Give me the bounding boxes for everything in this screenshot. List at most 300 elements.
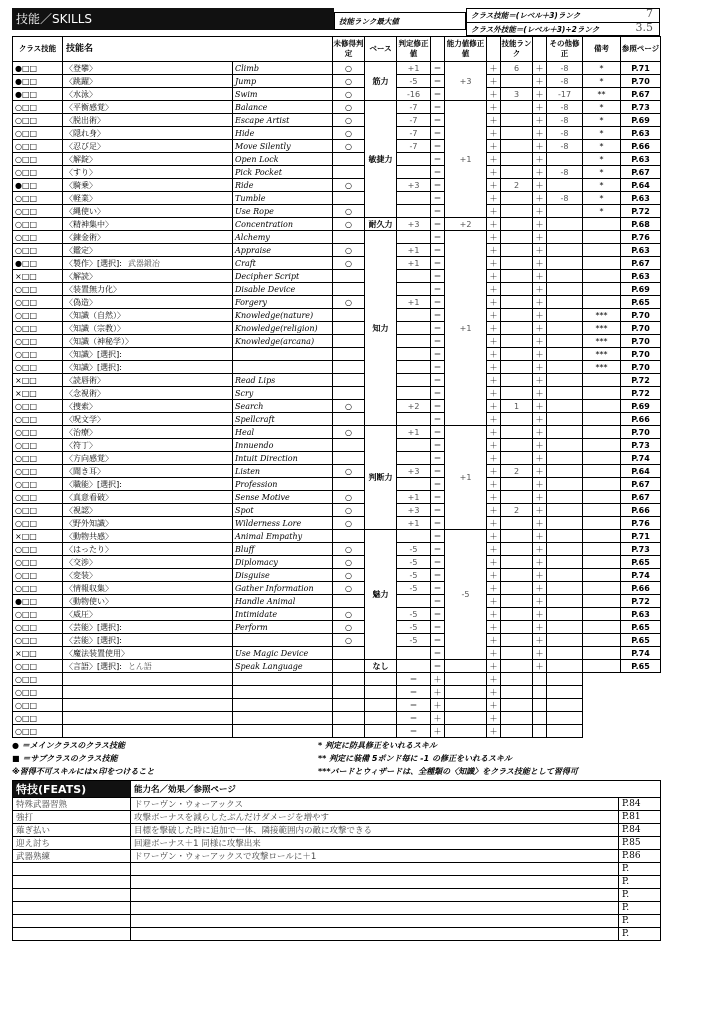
class-mark[interactable]: ○ <box>15 128 22 138</box>
class-mark[interactable]: ○ <box>15 466 22 476</box>
misc-modifier[interactable]: -8 <box>547 127 583 140</box>
extra-checkbox[interactable]: □ <box>29 297 38 307</box>
misc-modifier[interactable] <box>501 725 533 738</box>
subclass-checkbox[interactable]: □ <box>21 648 30 658</box>
feat-effect[interactable]: 目標を撃破した時に追加で一体、隣接範囲内の敵に攻撃できる <box>131 824 619 837</box>
misc-modifier[interactable]: -8 <box>547 114 583 127</box>
misc-modifier[interactable] <box>547 218 583 231</box>
class-checkboxes[interactable] <box>13 673 63 686</box>
skill-rank[interactable] <box>501 205 533 218</box>
extra-checkbox[interactable]: □ <box>29 596 38 606</box>
class-mark[interactable]: ○ <box>15 583 22 593</box>
feat-page[interactable]: P.84 <box>619 824 661 837</box>
feat-name[interactable]: 迎え討ち <box>13 837 131 850</box>
extra-checkbox[interactable]: □ <box>29 271 37 281</box>
skill-rank[interactable] <box>501 582 533 595</box>
skill-rank[interactable]: 2 <box>501 465 533 478</box>
subclass-checkbox[interactable]: □ <box>21 219 30 229</box>
misc-modifier[interactable]: -8 <box>547 101 583 114</box>
misc-modifier[interactable] <box>501 686 533 699</box>
feat-page[interactable]: P.86 <box>619 850 661 863</box>
class-checkboxes[interactable] <box>13 335 63 348</box>
subclass-checkbox[interactable]: □ <box>21 206 30 216</box>
feat-page[interactable]: P. <box>619 902 661 915</box>
feat-effect[interactable]: 回避ボーナス＋1 同様に攻撃出来 <box>131 837 619 850</box>
check-modifier[interactable] <box>397 660 431 673</box>
extra-checkbox[interactable]: □ <box>29 219 38 229</box>
extra-checkbox[interactable]: □ <box>29 232 38 242</box>
class-mark[interactable]: ○ <box>15 622 22 632</box>
class-mark[interactable]: ○ <box>15 505 22 515</box>
check-modifier[interactable] <box>397 413 431 426</box>
check-modifier[interactable]: +1 <box>397 244 431 257</box>
check-modifier[interactable]: -5 <box>397 75 431 88</box>
misc-modifier[interactable] <box>547 621 583 634</box>
feat-effect[interactable] <box>131 889 619 902</box>
misc-modifier[interactable] <box>547 413 583 426</box>
feat-page[interactable]: P.85 <box>619 837 661 850</box>
ability-modifier[interactable]: +2 <box>445 218 487 231</box>
check-modifier[interactable] <box>397 387 431 400</box>
class-mark[interactable]: ○ <box>15 427 22 437</box>
misc-modifier[interactable] <box>501 712 533 725</box>
extra-checkbox[interactable]: □ <box>29 245 38 255</box>
check-modifier[interactable] <box>365 725 397 738</box>
check-modifier[interactable]: -5 <box>397 608 431 621</box>
subclass-checkbox[interactable]: □ <box>21 102 30 112</box>
skill-rank[interactable] <box>501 244 533 257</box>
class-mark[interactable]: ○ <box>15 297 22 307</box>
ability-modifier[interactable]: +3 <box>445 62 487 101</box>
subclass-checkbox[interactable]: □ <box>21 115 30 125</box>
check-modifier[interactable] <box>397 361 431 374</box>
misc-modifier[interactable] <box>547 348 583 361</box>
skill-rank[interactable] <box>501 543 533 556</box>
class-checkboxes[interactable] <box>13 179 63 192</box>
skill-rank[interactable] <box>445 725 487 738</box>
skill-rank[interactable] <box>501 361 533 374</box>
class-mark[interactable]: ○ <box>15 453 22 463</box>
subclass-checkbox[interactable]: □ <box>21 518 30 528</box>
subclass-checkbox[interactable]: □ <box>21 609 30 619</box>
class-mark[interactable]: ● <box>15 89 22 99</box>
misc-modifier[interactable] <box>547 426 583 439</box>
skill-rank[interactable] <box>501 426 533 439</box>
misc-modifier[interactable] <box>547 179 583 192</box>
class-mark[interactable]: ○ <box>15 193 22 203</box>
cross-max-value[interactable]: 3.5 <box>635 21 653 34</box>
misc-modifier[interactable]: -8 <box>547 75 583 88</box>
ability-modifier[interactable]: +1 <box>445 101 487 218</box>
extra-checkbox[interactable]: □ <box>29 700 38 710</box>
class-checkboxes[interactable] <box>13 595 63 608</box>
class-checkboxes[interactable] <box>13 205 63 218</box>
subclass-checkbox[interactable]: □ <box>21 193 30 203</box>
check-modifier[interactable]: +1 <box>397 491 431 504</box>
check-modifier[interactable] <box>397 348 431 361</box>
skill-rank[interactable] <box>445 699 487 712</box>
skill-rank[interactable] <box>501 491 533 504</box>
class-mark[interactable]: ○ <box>15 557 22 567</box>
subclass-checkbox[interactable]: □ <box>21 349 30 359</box>
skill-rank[interactable] <box>501 140 533 153</box>
check-modifier[interactable]: -5 <box>397 556 431 569</box>
subclass-checkbox[interactable]: □ <box>21 570 30 580</box>
class-mark[interactable]: ○ <box>15 232 22 242</box>
class-checkboxes[interactable] <box>13 231 63 244</box>
check-modifier[interactable]: +3 <box>397 465 431 478</box>
misc-modifier[interactable] <box>501 673 533 686</box>
extra-checkbox[interactable]: □ <box>29 544 38 554</box>
subclass-checkbox[interactable]: □ <box>21 76 30 86</box>
misc-modifier[interactable] <box>547 504 583 517</box>
feat-name[interactable] <box>13 889 131 902</box>
class-checkboxes[interactable] <box>13 387 63 400</box>
feat-name[interactable] <box>13 902 131 915</box>
subclass-checkbox[interactable]: □ <box>21 128 30 138</box>
feat-effect[interactable]: ドワーヴン・ウォーアックスで攻撃ロールに＋1 <box>131 850 619 863</box>
check-modifier[interactable] <box>397 478 431 491</box>
class-mark[interactable]: ● <box>15 180 22 190</box>
extra-checkbox[interactable]: □ <box>29 427 38 437</box>
class-checkboxes[interactable] <box>13 543 63 556</box>
skill-rank[interactable] <box>501 296 533 309</box>
misc-modifier[interactable] <box>547 270 583 283</box>
misc-modifier[interactable]: -8 <box>547 166 583 179</box>
skill-rank[interactable] <box>501 647 533 660</box>
skill-spec-input[interactable]: とん語 <box>127 661 152 671</box>
class-mark[interactable]: ○ <box>15 674 22 684</box>
skill-rank[interactable] <box>501 335 533 348</box>
extra-checkbox[interactable]: □ <box>29 362 38 372</box>
skill-rank[interactable]: 6 <box>501 62 533 75</box>
class-mark[interactable]: ○ <box>15 362 22 372</box>
extra-checkbox[interactable]: □ <box>29 63 38 73</box>
subclass-checkbox[interactable]: □ <box>21 310 30 320</box>
check-modifier[interactable]: +1 <box>397 517 431 530</box>
class-mark[interactable]: × <box>15 388 22 398</box>
feat-page[interactable]: P. <box>619 863 661 876</box>
feat-name[interactable] <box>13 863 131 876</box>
class-checkboxes[interactable] <box>13 634 63 647</box>
misc-modifier[interactable] <box>547 491 583 504</box>
extra-checkbox[interactable]: □ <box>29 713 38 723</box>
subclass-checkbox[interactable]: □ <box>21 466 30 476</box>
misc-modifier[interactable] <box>547 517 583 530</box>
class-mark[interactable]: ○ <box>15 245 22 255</box>
class-mark[interactable]: ○ <box>15 284 22 294</box>
class-mark[interactable]: ○ <box>15 609 22 619</box>
feat-name[interactable]: 強打 <box>13 811 131 824</box>
extra-checkbox[interactable]: □ <box>29 193 38 203</box>
extra-checkbox[interactable]: □ <box>29 622 38 632</box>
class-checkboxes[interactable] <box>13 361 63 374</box>
skill-rank[interactable] <box>501 166 533 179</box>
feat-effect[interactable] <box>131 863 619 876</box>
misc-modifier[interactable] <box>547 660 583 673</box>
skill-spec-input[interactable]: 武器鍛冶 <box>127 258 160 268</box>
subclass-checkbox[interactable]: □ <box>21 674 30 684</box>
check-modifier[interactable] <box>397 270 431 283</box>
subclass-checkbox[interactable]: □ <box>21 401 30 411</box>
check-modifier[interactable] <box>365 673 397 686</box>
class-checkboxes[interactable] <box>13 257 63 270</box>
feat-name[interactable] <box>13 928 131 941</box>
feat-effect[interactable]: 攻撃ボーナスを減らしたぶんだけダメージを増やす <box>131 811 619 824</box>
subclass-checkbox[interactable]: □ <box>21 492 30 502</box>
skill-rank[interactable] <box>501 517 533 530</box>
class-mark[interactable]: ○ <box>15 687 22 697</box>
class-checkboxes[interactable] <box>13 465 63 478</box>
class-checkboxes[interactable] <box>13 478 63 491</box>
subclass-checkbox[interactable]: □ <box>21 258 30 268</box>
skill-rank[interactable] <box>501 621 533 634</box>
skill-rank[interactable]: 3 <box>501 88 533 101</box>
subclass-checkbox[interactable]: □ <box>21 245 30 255</box>
feat-page[interactable]: P.81 <box>619 811 661 824</box>
class-checkboxes[interactable] <box>13 244 63 257</box>
class-checkboxes[interactable] <box>13 62 63 75</box>
extra-checkbox[interactable]: □ <box>29 284 38 294</box>
class-checkboxes[interactable] <box>13 283 63 296</box>
subclass-checkbox[interactable]: □ <box>21 635 30 645</box>
feat-name[interactable] <box>13 876 131 889</box>
extra-checkbox[interactable]: □ <box>29 635 38 645</box>
feat-name[interactable]: 武器熟練 <box>13 850 131 863</box>
skill-rank[interactable] <box>501 569 533 582</box>
class-checkboxes[interactable] <box>13 166 63 179</box>
class-mark[interactable]: ○ <box>15 713 22 723</box>
subclass-checkbox[interactable]: □ <box>21 232 30 242</box>
class-checkboxes[interactable] <box>13 127 63 140</box>
skill-rank[interactable] <box>501 192 533 205</box>
check-modifier[interactable]: -5 <box>397 543 431 556</box>
class-checkboxes[interactable] <box>13 348 63 361</box>
misc-modifier[interactable] <box>547 231 583 244</box>
check-modifier[interactable] <box>365 712 397 725</box>
check-modifier[interactable] <box>397 595 431 608</box>
subclass-checkbox[interactable]: □ <box>21 531 30 541</box>
check-modifier[interactable] <box>397 231 431 244</box>
ability-modifier[interactable]: -5 <box>445 530 487 660</box>
check-modifier[interactable]: -16 <box>397 88 431 101</box>
class-checkboxes[interactable] <box>13 88 63 101</box>
class-checkboxes[interactable] <box>13 270 63 283</box>
extra-checkbox[interactable]: □ <box>29 440 38 450</box>
class-checkboxes[interactable] <box>13 296 63 309</box>
class-mark[interactable]: ○ <box>15 349 22 359</box>
misc-modifier[interactable] <box>547 283 583 296</box>
skill-rank[interactable] <box>501 452 533 465</box>
subclass-checkbox[interactable]: □ <box>21 362 30 372</box>
skill-rank[interactable] <box>501 634 533 647</box>
class-mark[interactable]: ○ <box>15 479 22 489</box>
class-checkboxes[interactable] <box>13 569 63 582</box>
skill-rank[interactable] <box>501 322 533 335</box>
misc-modifier[interactable]: -8 <box>547 192 583 205</box>
misc-modifier[interactable] <box>547 543 583 556</box>
extra-checkbox[interactable]: □ <box>29 115 38 125</box>
extra-checkbox[interactable]: □ <box>29 89 38 99</box>
skill-rank[interactable] <box>501 309 533 322</box>
class-checkboxes[interactable] <box>13 582 63 595</box>
check-modifier[interactable]: -5 <box>397 634 431 647</box>
class-checkboxes[interactable] <box>13 75 63 88</box>
misc-modifier[interactable] <box>547 335 583 348</box>
subclass-checkbox[interactable]: □ <box>21 479 30 489</box>
misc-modifier[interactable] <box>547 478 583 491</box>
class-mark[interactable]: ○ <box>15 440 22 450</box>
subclass-checkbox[interactable]: □ <box>21 557 30 567</box>
skill-rank[interactable]: 1 <box>501 400 533 413</box>
class-mark[interactable]: ○ <box>15 544 22 554</box>
misc-modifier[interactable]: -8 <box>547 140 583 153</box>
extra-checkbox[interactable]: □ <box>29 570 38 580</box>
extra-checkbox[interactable]: □ <box>29 336 38 346</box>
misc-modifier[interactable] <box>547 400 583 413</box>
skill-rank[interactable] <box>445 673 487 686</box>
skill-rank[interactable] <box>501 374 533 387</box>
misc-modifier[interactable]: -8 <box>547 62 583 75</box>
check-modifier[interactable] <box>397 647 431 660</box>
class-mark[interactable]: ○ <box>15 206 22 216</box>
class-checkboxes[interactable] <box>13 218 63 231</box>
skill-rank[interactable] <box>501 439 533 452</box>
check-modifier[interactable]: -5 <box>397 569 431 582</box>
skill-rank[interactable] <box>501 595 533 608</box>
class-mark[interactable]: ○ <box>15 518 22 528</box>
feat-effect[interactable] <box>131 876 619 889</box>
feat-page[interactable]: P. <box>619 915 661 928</box>
skill-rank[interactable] <box>501 530 533 543</box>
class-mark[interactable]: ● <box>15 258 22 268</box>
class-checkboxes[interactable] <box>13 426 63 439</box>
subclass-checkbox[interactable]: □ <box>21 271 30 281</box>
extra-checkbox[interactable]: □ <box>29 479 38 489</box>
misc-modifier[interactable] <box>547 296 583 309</box>
misc-modifier[interactable] <box>547 530 583 543</box>
class-mark[interactable]: ○ <box>15 635 22 645</box>
class-checkboxes[interactable] <box>13 686 63 699</box>
class-checkboxes[interactable] <box>13 309 63 322</box>
check-modifier[interactable]: +1 <box>397 426 431 439</box>
class-mark[interactable]: ○ <box>15 700 22 710</box>
class-checkboxes[interactable] <box>13 491 63 504</box>
extra-checkbox[interactable]: □ <box>29 492 38 502</box>
check-modifier[interactable]: +3 <box>397 179 431 192</box>
subclass-checkbox[interactable]: □ <box>21 336 30 346</box>
class-mark[interactable]: × <box>15 375 22 385</box>
feat-name[interactable] <box>13 915 131 928</box>
feat-name[interactable]: 薙ぎ払い <box>13 824 131 837</box>
subclass-checkbox[interactable]: □ <box>21 661 30 671</box>
class-mark[interactable]: ○ <box>15 661 22 671</box>
skill-rank[interactable] <box>501 127 533 140</box>
class-mark[interactable]: × <box>15 531 22 541</box>
class-checkboxes[interactable] <box>13 530 63 543</box>
class-mark[interactable]: ● <box>15 76 22 86</box>
class-checkboxes[interactable] <box>13 452 63 465</box>
check-modifier[interactable] <box>397 322 431 335</box>
misc-modifier[interactable] <box>547 634 583 647</box>
misc-modifier[interactable] <box>547 322 583 335</box>
subclass-checkbox[interactable]: □ <box>21 713 30 723</box>
subclass-checkbox[interactable]: □ <box>21 63 30 73</box>
class-checkboxes[interactable] <box>13 439 63 452</box>
subclass-checkbox[interactable]: □ <box>21 375 30 385</box>
subclass-checkbox[interactable]: □ <box>21 323 30 333</box>
extra-checkbox[interactable]: □ <box>29 401 38 411</box>
skill-rank[interactable] <box>445 712 487 725</box>
skill-rank[interactable] <box>501 348 533 361</box>
skill-rank[interactable] <box>501 257 533 270</box>
misc-modifier[interactable]: -17 <box>547 88 583 101</box>
check-modifier[interactable]: -7 <box>397 127 431 140</box>
class-checkboxes[interactable] <box>13 140 63 153</box>
class-mark[interactable]: ○ <box>15 167 22 177</box>
misc-modifier[interactable] <box>547 608 583 621</box>
feat-effect[interactable] <box>131 902 619 915</box>
extra-checkbox[interactable]: □ <box>29 687 38 697</box>
check-modifier[interactable]: -5 <box>397 582 431 595</box>
extra-checkbox[interactable]: □ <box>29 128 38 138</box>
skill-rank[interactable] <box>501 153 533 166</box>
skill-rank[interactable] <box>501 101 533 114</box>
skill-rank[interactable] <box>501 75 533 88</box>
misc-modifier[interactable] <box>547 556 583 569</box>
extra-checkbox[interactable]: □ <box>29 154 38 164</box>
subclass-checkbox[interactable]: □ <box>21 505 30 515</box>
extra-checkbox[interactable]: □ <box>29 674 38 684</box>
check-modifier[interactable] <box>397 374 431 387</box>
misc-modifier[interactable] <box>547 452 583 465</box>
extra-checkbox[interactable]: □ <box>29 726 38 736</box>
misc-modifier[interactable] <box>547 582 583 595</box>
class-mark[interactable]: ○ <box>15 323 22 333</box>
misc-modifier[interactable] <box>547 361 583 374</box>
class-checkboxes[interactable] <box>13 608 63 621</box>
skill-rank[interactable] <box>501 556 533 569</box>
class-checkboxes[interactable] <box>13 413 63 426</box>
skill-rank[interactable] <box>501 478 533 491</box>
feat-page[interactable]: P.84 <box>619 798 661 811</box>
extra-checkbox[interactable]: □ <box>29 583 38 593</box>
extra-checkbox[interactable]: □ <box>29 531 37 541</box>
subclass-checkbox[interactable]: □ <box>21 180 30 190</box>
extra-checkbox[interactable]: □ <box>29 258 38 268</box>
class-checkboxes[interactable] <box>13 114 63 127</box>
check-modifier[interactable]: -7 <box>397 114 431 127</box>
class-mark[interactable]: ○ <box>15 154 22 164</box>
class-checkboxes[interactable] <box>13 101 63 114</box>
subclass-checkbox[interactable]: □ <box>21 440 30 450</box>
feat-page[interactable]: P. <box>619 876 661 889</box>
misc-modifier[interactable] <box>547 153 583 166</box>
class-mark[interactable]: ○ <box>15 102 22 112</box>
feat-page[interactable]: P. <box>619 889 661 902</box>
extra-checkbox[interactable]: □ <box>29 375 37 385</box>
extra-checkbox[interactable]: □ <box>29 206 38 216</box>
ability-modifier[interactable]: +1 <box>445 426 487 530</box>
check-modifier[interactable]: +1 <box>397 257 431 270</box>
feat-effect[interactable] <box>131 928 619 941</box>
check-modifier[interactable] <box>397 309 431 322</box>
class-checkboxes[interactable] <box>13 556 63 569</box>
subclass-checkbox[interactable]: □ <box>21 297 30 307</box>
extra-checkbox[interactable]: □ <box>29 661 38 671</box>
subclass-checkbox[interactable]: □ <box>21 89 30 99</box>
ability-modifier[interactable] <box>445 660 487 673</box>
